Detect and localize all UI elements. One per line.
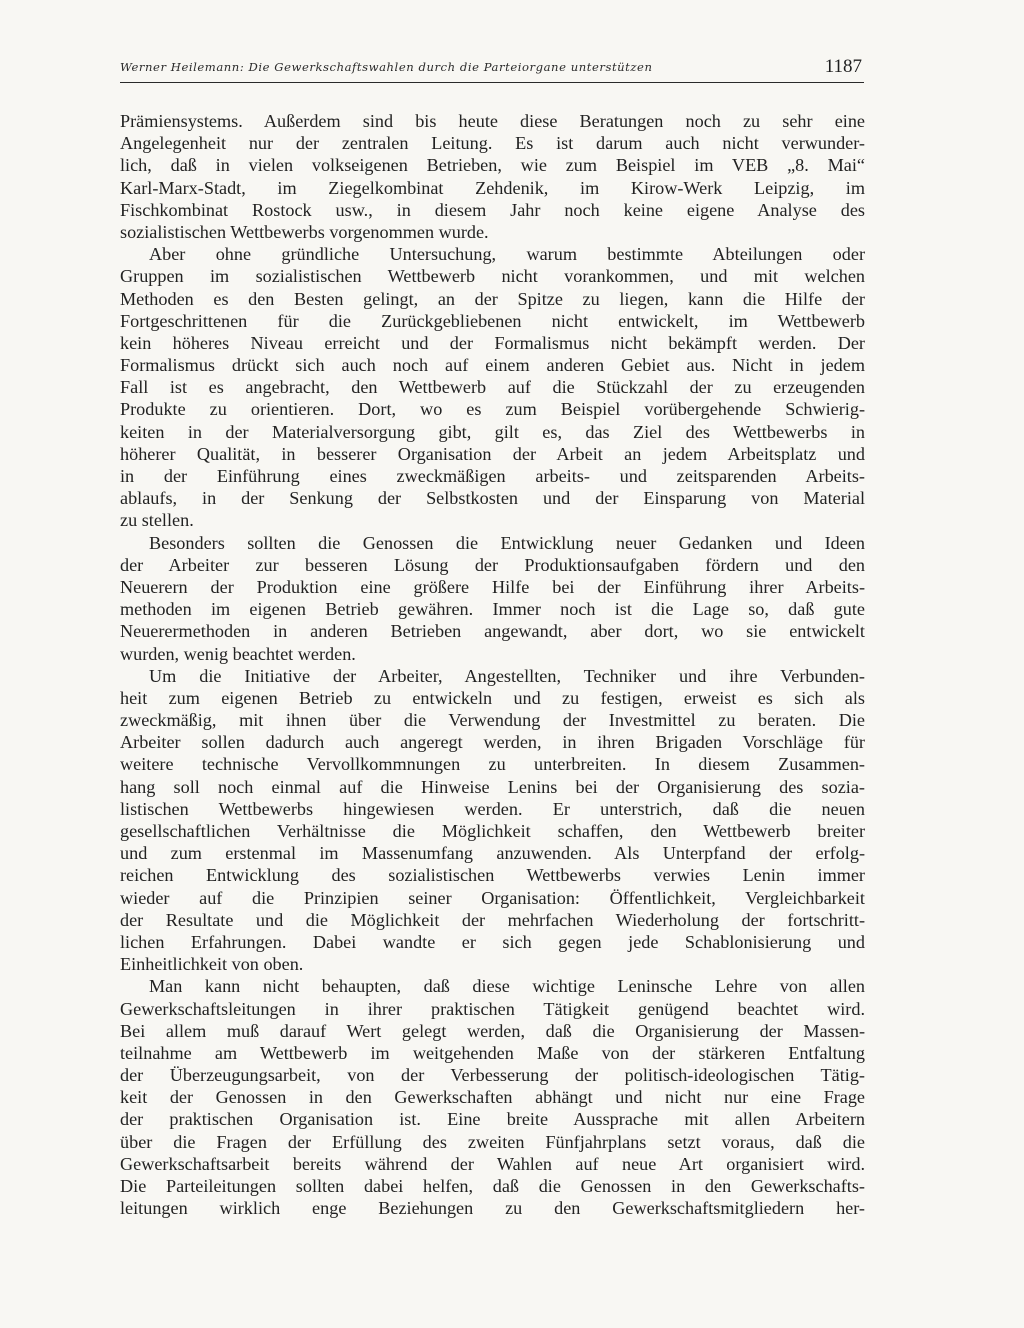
text-line: reichen Entwicklung des sozialistischen Wettbewerbs verwies Lenin immer [120, 865, 865, 886]
text-line: über die Fragen der Erfüllung des zweiten Fünfjahrplans setzt voraus, daß die [120, 1131, 865, 1152]
text-line: gesellschaftlichen Verhältnisse die Möglichkeit schaffen, den Wettbewerb breiter [120, 821, 865, 841]
text-line: der Resultate und die Möglichkeit der mehrfachen Wiederholung der fortschritt- [120, 909, 865, 930]
text-line: methoden im eigenen Betrieb gewähren. Immer noch ist die Lage so, daß gute [120, 599, 865, 620]
text-line: Arbeiter sollen dadurch auch angeregt werden, in ihren Brigaden Vorschläge für [120, 732, 865, 753]
text-line: Fischkombinat Rostock usw., in diesem Jahr noch keine eigene Analyse des [120, 199, 865, 220]
text-line: Neuerern der Produktion eine größere Hilfe bei der Einführung ihrer Arbeits- [120, 576, 865, 597]
text-line: keit der Genossen in den Gewerkschaften abhängt und nicht nur eine Frage [120, 1087, 865, 1108]
text-line: Produkte zu orientieren. Dort, wo es zum Beispiel vorübergehende Schwierig- [120, 399, 865, 420]
body-text [120, 110, 865, 1219]
text-line: Fortgeschrittenen für die Zurückgebliebenen nicht entwickelt, im Wettbewerb [120, 310, 865, 331]
text-line: hang soll noch einmal auf die Hinweise Lenins bei der Organisierung des sozia- [120, 776, 865, 797]
text-line: Fall ist es angebracht, den Wettbewerb auf die Stückzahl der zu erzeugenden [120, 377, 865, 398]
text-line: Besonders sollten die Genossen die Entwicklung neuer Gedanken und Ideen [149, 532, 865, 553]
page-header [120, 56, 864, 83]
text-line: Gewerkschaftsarbeit bereits während der Wahlen auf neue Art organisiert wird. [120, 1153, 865, 1174]
text-line: Die Parteileitungen sollten dabei helfen, daß die Genossen in den Gewerkschafts- [120, 1176, 865, 1196]
text-line: leitungen wirklich enge Beziehungen zu den Gewerkschaftsmitgliedern her- [120, 1198, 865, 1219]
text-line: der Arbeiter zur besseren Lösung der Produktionsaufgaben fördern und den [120, 554, 865, 575]
text-line: Um die Initiative der Arbeiter, Angestellten, Techniker und ihre Verbunden- [149, 665, 865, 686]
text-line: Prämiensystems. Außerdem sind bis heute diese Beratungen noch zu sehr eine [120, 111, 865, 131]
text-line: Man kann nicht behaupten, daß diese wichtige Leninsche Lehre von allen [149, 976, 865, 997]
running-head: Werner Heilemann: Die Gewerkschaftswahlen durch die Parteiorgane unterstützen [120, 60, 653, 74]
text-line: listischen Wettbewerbs hingewiesen werden. Er unterstrich, daß die neuen [120, 798, 865, 819]
text-line: wieder auf die Prinzipien seiner Organisation: Öffentlichkeit, Vergleichbarkeit [120, 887, 865, 908]
text-line: Neuerermethoden in anderen Betrieben angewandt, aber dort, wo sie entwickelt [120, 621, 865, 642]
text-line: weitere technische Vervollkommnungen zu unterbreiten. In diesem Zusammen- [120, 754, 865, 775]
text-line: keiten in der Materialversorgung gibt, gilt es, das Ziel des Wettbewerbs in [120, 421, 865, 442]
text-line: heit zum eigenen Betrieb zu entwickeln und zu festigen, erweist es sich als [120, 687, 865, 708]
text-line: Gruppen im sozialistischen Wettbewerb nicht vorankommen, und mit welchen [120, 266, 865, 287]
text-line: Formalismus drückt sich auch noch auf einem anderen Gebiet aus. Nicht in jedem [120, 355, 865, 376]
text-line: Angelegenheit nur der zentralen Leitung. Es ist darum auch nicht verwunder- [120, 133, 865, 154]
page-number: 1187 [824, 56, 862, 77]
text-line: zu stellen. [120, 510, 194, 531]
text-line: Methoden es den Besten gelingt, an der Spitze zu liegen, kann die Hilfe der [120, 288, 865, 309]
text-line: Aber ohne gründliche Untersuchung, warum bestimmte Abteilungen oder [149, 244, 865, 265]
text-line: kein höheres Niveau erreicht und der Formalismus nicht bekämpft werden. Der [120, 332, 865, 353]
text-line: Bei allem muß darauf Wert gelegt werden, daß die Organisierung der Massen- [120, 1020, 865, 1041]
text-line: Einheitlichkeit von oben. [120, 954, 304, 975]
text-line: und zum erstenmal im Massenumfang anzuwenden. Als Unterpfand der erfolg- [120, 843, 865, 864]
text-line: Karl-Marx-Stadt, im Ziegelkombinat Zehdenik, im Kirow-Werk Leipzig, im [120, 177, 865, 198]
text-line: teilnahme am Wettbewerb im weitgehenden Maße von der stärkeren Entfaltung [120, 1042, 865, 1063]
text-line: höherer Qualität, in besserer Organisation der Arbeit an jedem Arbeitsplatz und [120, 443, 865, 464]
text-line: der praktischen Organisation ist. Eine breite Aussprache mit allen Arbeitern [120, 1109, 865, 1130]
text-line: lichen Erfahrungen. Dabei wandte er sich gegen jede Schablonisierung und [120, 931, 865, 952]
text-line: ablaufs, in der Senkung der Selbstkosten und der Einsparung von Material [120, 488, 865, 509]
text-line: der Überzeugungsarbeit, von der Verbesserung der politisch-ideologischen Tätig- [120, 1065, 865, 1086]
text-line: sozialistischen Wettbewerbs vorgenommen wurde. [120, 221, 489, 242]
text-line: zweckmäßig, mit ihnen über die Verwendung der Investmittel zu beraten. Die [120, 710, 865, 731]
text-line: Gewerkschaftsleitungen in ihrer praktischen Tätigkeit genügend beachtet wird. [120, 998, 865, 1019]
text-line: lich, daß in vielen volkseigenen Betrieben, wie zum Beispiel im VEB „8. Mai“ [120, 155, 865, 176]
text-line: wurden, wenig beachtet werden. [120, 643, 356, 664]
text-line: in der Einführung eines zweckmäßigen arbeits- und zeitsparenden Arbeits- [120, 466, 865, 486]
